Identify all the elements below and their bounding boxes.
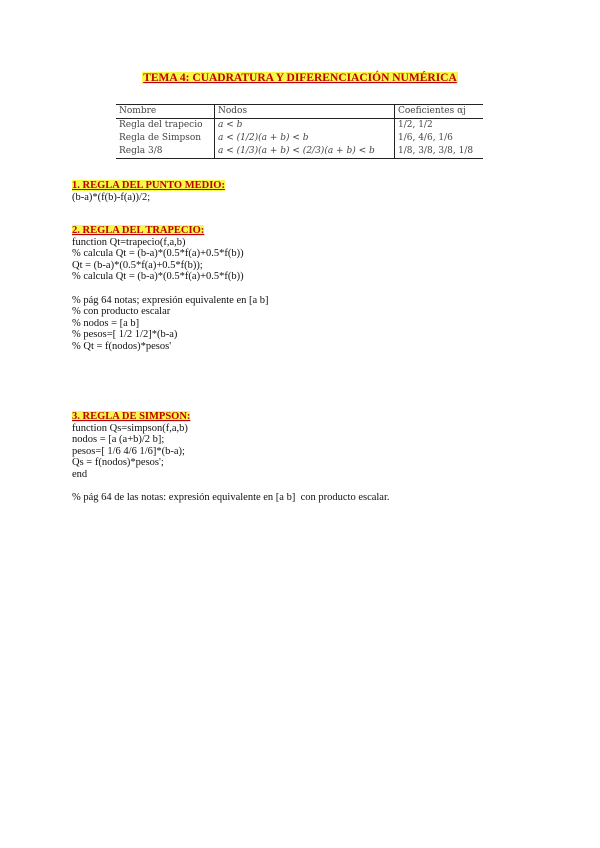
section-punto-medio (72, 180, 225, 203)
code-line: % pág 64 notas; expresión equivalente en [a b] (72, 294, 269, 306)
section-trapecio (72, 225, 269, 353)
row-nodes: a < b (215, 119, 395, 133)
code-line: % nodos = [a b] (72, 317, 140, 329)
row-name: Regla de Simpson (116, 132, 215, 145)
code-line: (b-a)*(f(b)-f(a))/2; (72, 191, 151, 203)
row-name: Regla del trapecio (116, 119, 215, 133)
row-coefficients: 1/8, 3/8, 3/8, 1/8 (395, 145, 484, 159)
header-nombre: Nombre (116, 105, 215, 119)
table-row (116, 119, 483, 133)
row-name: Regla 3/8 (116, 145, 215, 159)
header-coeficientes: Coeficientes αj (395, 105, 484, 119)
code-line: % Qt = f(nodos)*pesos' (72, 340, 172, 352)
row-coefficients: 1/6, 4/6, 1/6 (398, 133, 453, 143)
section-heading: 3. REGLA DE SIMPSON: (72, 411, 191, 422)
section-simpson (72, 411, 390, 504)
code-line (72, 283, 269, 295)
section-heading: 1. REGLA DEL PUNTO MEDIO: (72, 180, 225, 191)
code-line: % con producto escalar (72, 306, 171, 318)
code-line (72, 481, 390, 493)
document-title: TEMA 4: CUADRATURA Y DIFERENCIACIÓN NUMÉRICA (143, 72, 457, 84)
table-row (116, 145, 483, 159)
code-line: nodos = [a (a+b)/2 b]; (72, 434, 165, 446)
code-line: % pág 64 de las notas: expresión equivalente en [a b] con producto escalar. (72, 492, 390, 504)
code-line: pesos=[ 1/6 4/6 1/6]*(b-a); (72, 445, 185, 457)
code-line: function Qs=simpson(f,a,b) (72, 422, 188, 434)
code-line: Qs = f(nodos)*pesos'; (72, 457, 164, 469)
code-line: % calcula Qt = (b-a)*(0.5*f(a)+0.5*f(b)) (72, 248, 244, 260)
code-line: Qt = (b-a)*(0.5*f(a)+0.5*f(b)); (72, 259, 203, 271)
header-nodos: Nodos (215, 105, 395, 119)
table-row (116, 132, 483, 145)
code-line: end (72, 468, 88, 480)
row-nodes: a < (1/3)(a + b) < (2/3)(a + b) < b (215, 145, 395, 159)
table-header-row (116, 105, 483, 119)
code-line: % pesos=[ 1/2 1/2]*(b-a) (72, 329, 178, 341)
code-line: function Qt=trapecio(f,a,b) (72, 236, 186, 248)
quadrature-table (116, 104, 483, 159)
row-coefficients: 1/2, 1/2 (398, 120, 433, 130)
section-heading: 2. REGLA DEL TRAPECIO: (72, 225, 205, 236)
code-line: % calcula Qt = (b-a)*(0.5*f(a)+0.5*f(b)) (72, 271, 244, 283)
row-nodes: a < (1/2)(a + b) < b (215, 132, 395, 145)
